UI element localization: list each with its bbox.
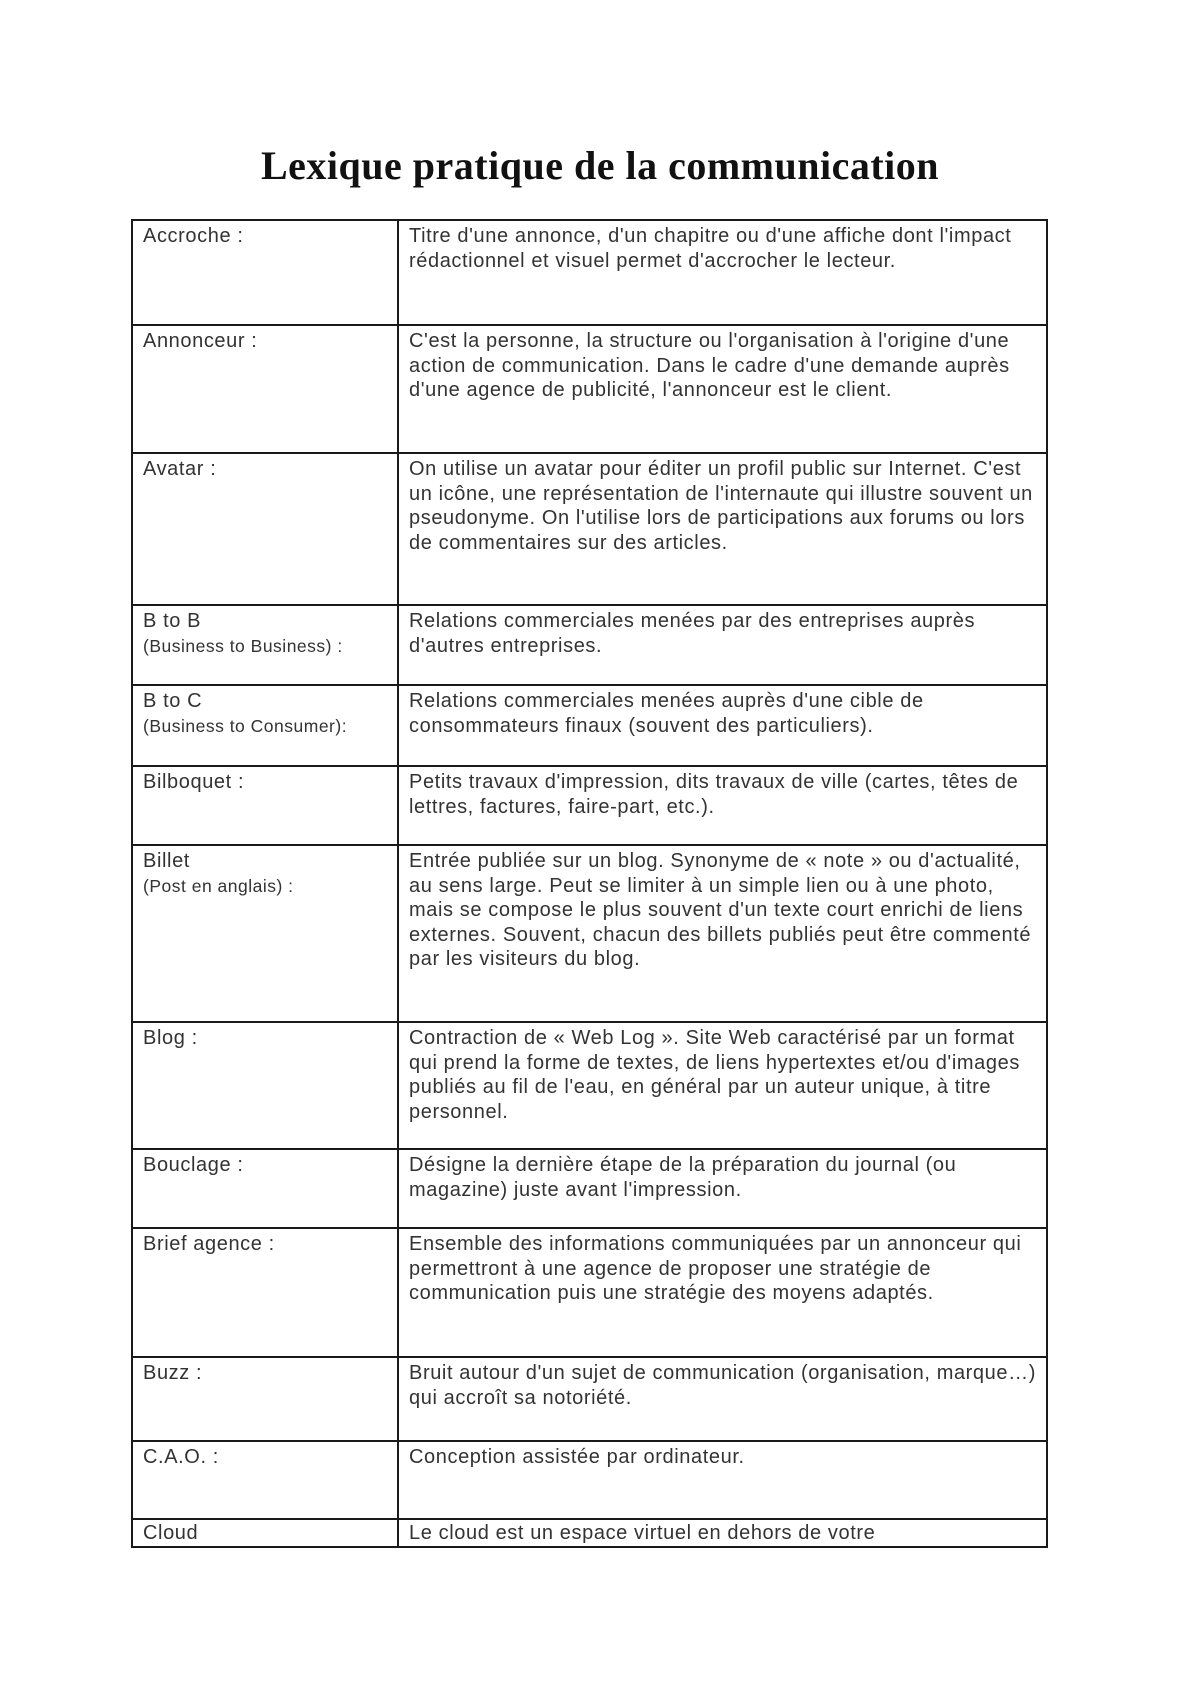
table-row	[132, 453, 1047, 605]
definition-cell: Titre d'une annonce, d'un chapitre ou d'une affiche dont l'impact rédactionnel et visuel permet d'accrocher le lecteur.	[398, 220, 1047, 325]
table-row	[132, 605, 1047, 685]
term-cell	[132, 453, 398, 605]
definition-cell: On utilise un avatar pour éditer un profil public sur Internet. C'est un icône, une représentation de l'internaute qui illustre souvent un pseudonyme. On l'utilise lors de participations aux forums ou lors de commentaires sur des articles.	[398, 453, 1047, 605]
term-cell	[132, 1022, 398, 1149]
term: Buzz :	[143, 1362, 203, 1384]
term-cell	[132, 845, 398, 1022]
table-row	[132, 1022, 1047, 1149]
definition-cell: Relations commerciales menées auprès d'une cible de consommateurs finaux (souvent des particuliers).	[398, 685, 1047, 766]
definition-cell: Bruit autour d'un sujet de communication (organisation, marque…) qui accroît sa notoriété.	[398, 1357, 1047, 1441]
table-row	[132, 685, 1047, 766]
table-row	[132, 325, 1047, 453]
definition-cell: Conception assistée par ordinateur.	[398, 1441, 1047, 1519]
table-row	[132, 766, 1047, 845]
term: Accroche :	[143, 225, 244, 247]
term-cell	[132, 1149, 398, 1228]
table-row	[132, 1228, 1047, 1357]
term-cell	[132, 605, 398, 685]
term-cell	[132, 685, 398, 766]
page-title: Lexique pratique de la communication	[260, 143, 940, 188]
definition-cell: Désigne la dernière étape de la préparation du journal (ou magazine) juste avant l'impression.	[398, 1149, 1047, 1228]
definition-cell: Relations commerciales menées par des entreprises auprès d'autres entreprises.	[398, 605, 1047, 685]
table-row	[132, 1441, 1047, 1519]
definition-cell: Petits travaux d'impression, dits travaux de ville (cartes, têtes de lettres, factures, faire-part, etc.).	[398, 766, 1047, 845]
term: Bouclage :	[143, 1154, 244, 1176]
table-row	[132, 1357, 1047, 1441]
term: B to C	[143, 690, 203, 712]
definition-cell: Le cloud est un espace virtuel en dehors de votre	[398, 1519, 1047, 1547]
term-cell	[132, 1441, 398, 1519]
term-subtitle: (Post en anglais) :	[143, 875, 294, 896]
table-row	[132, 845, 1047, 1022]
term-subtitle: (Business to Consumer):	[143, 715, 348, 736]
table-row	[132, 1519, 1047, 1547]
term: Cloud	[143, 1522, 199, 1544]
definition-cell: C'est la personne, la structure ou l'organisation à l'origine d'une action de communication. Dans le cadre d'une demande auprès d'une agence de publicité, l'annonceur est le client.	[398, 325, 1047, 453]
term: Blog :	[143, 1027, 198, 1049]
term: C.A.O. :	[143, 1446, 219, 1468]
term-cell	[132, 766, 398, 845]
term: Billet	[143, 850, 190, 872]
term: Brief agence :	[143, 1233, 275, 1255]
table-row	[132, 220, 1047, 325]
term: Bilboquet :	[143, 771, 245, 793]
term: Annonceur :	[143, 330, 258, 352]
term-subtitle: (Business to Business) :	[143, 635, 343, 656]
term-cell	[132, 1228, 398, 1357]
term-cell	[132, 220, 398, 325]
definition-cell: Contraction de « Web Log ». Site Web caractérisé par un format qui prend la forme de textes, de liens hypertextes et/ou d'images publiés au fil de l'eau, en général par un auteur unique, à titre personnel.	[398, 1022, 1047, 1149]
term: Avatar :	[143, 458, 217, 480]
term-cell	[132, 325, 398, 453]
glossary-table	[131, 219, 1048, 1548]
term-cell	[132, 1357, 398, 1441]
definition-cell: Entrée publiée sur un blog. Synonyme de « note » ou d'actualité, au sens large. Peut se limiter à un simple lien ou à une photo, mais se compose le plus souvent d'un texte court enrichi de liens externes. Souvent, chacun des billets publiés peut être commenté par les visiteurs du blog.	[398, 845, 1047, 1022]
table-row	[132, 1149, 1047, 1228]
term-cell	[132, 1519, 398, 1547]
definition-cell: Ensemble des informations communiquées par un annonceur qui permettront à une agence de proposer une stratégie de communication puis une stratégie des moyens adaptés.	[398, 1228, 1047, 1357]
term: B to B	[143, 610, 202, 632]
